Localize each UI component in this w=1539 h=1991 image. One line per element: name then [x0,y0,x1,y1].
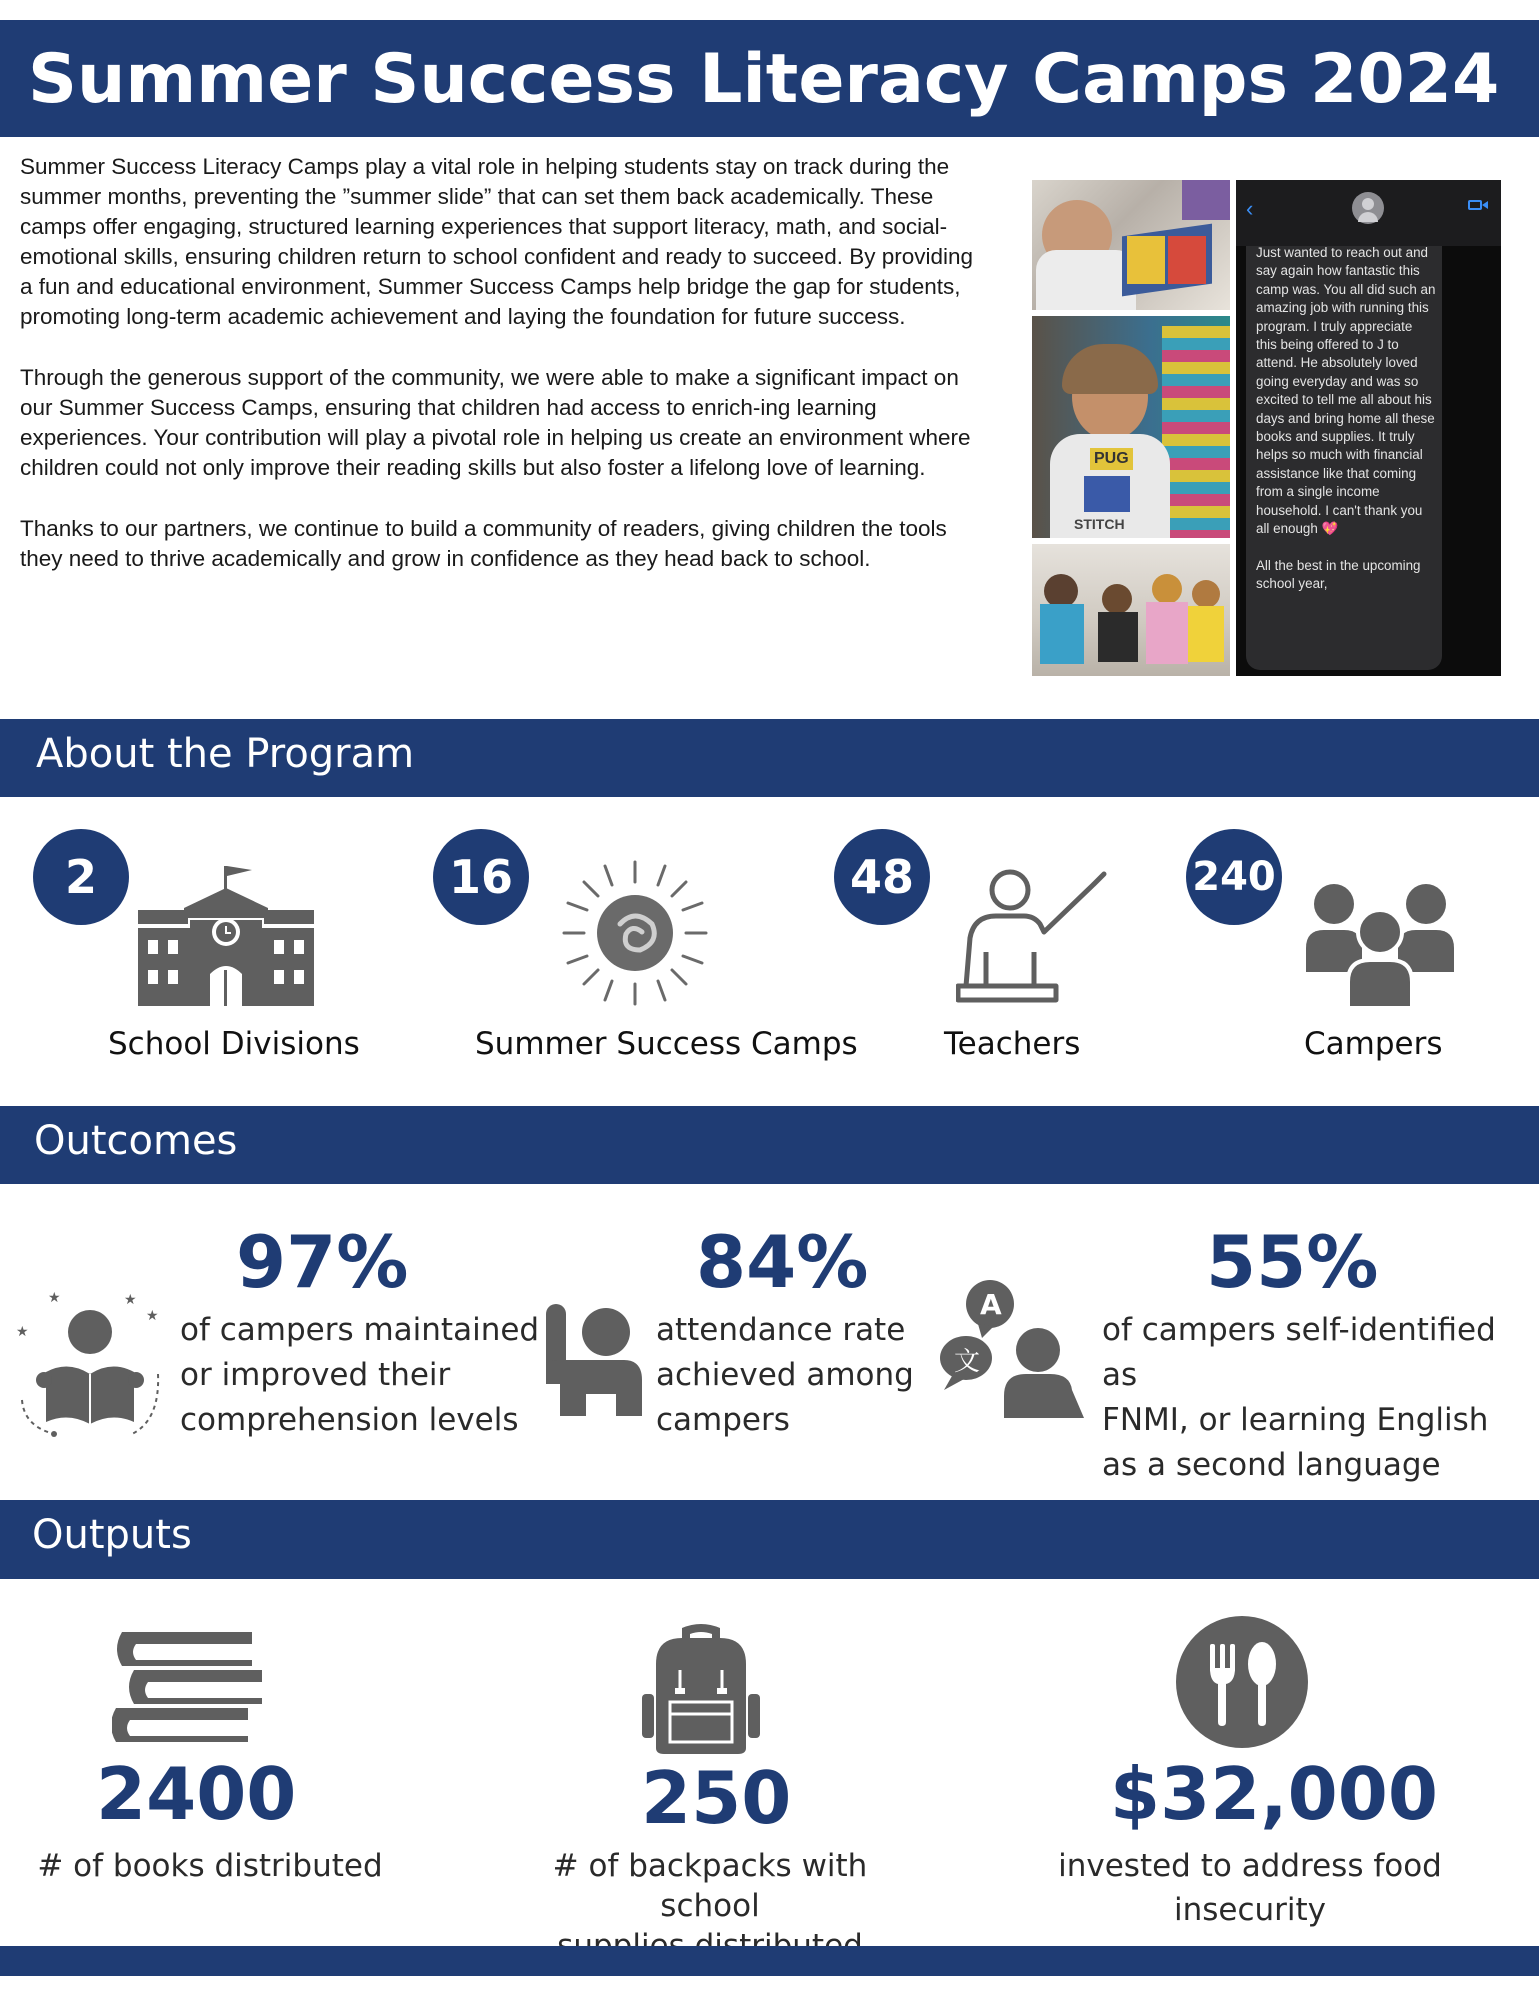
outcome-value: 84% [696,1220,869,1304]
fork-spoon-icon [1176,1616,1308,1748]
teacher-icon [956,866,1108,1008]
header-band [0,20,1539,137]
stat-number: 240 [1186,829,1282,925]
stat-label: School Divisions [108,1026,360,1062]
output-text [30,1846,390,1886]
backpack-icon [642,1624,760,1754]
language-icon [938,1278,1084,1418]
message-body: Just wanted to reach out and say again how fantastic this camp was. You all did such an amazing job with running this program. I truly appreciate this being offered to J to attend. He absolutely loved going everyday and was so excited to tell me all about his days and bring home all these books and supplies. It truly helps so much with financial assistance like that coming from a single income household. I can't thank you all enough 💖 [1256,245,1436,537]
intro-paragraph: Thanks to our partners, we continue to build a community of readers, giving children the tools they need to thrive academically and grow in confidence as they head back to school. [20,516,947,571]
output-value: 2400 [96,1752,297,1836]
svg-text:★: ★ [48,1290,61,1305]
output-text [1050,1844,1450,1932]
intro-paragraph: Summer Success Literacy Camps play a vital role in helping students stay on track during the summer months, preventing the ”summer slide” that can set them back academically. These camps offer engaging, structured learning experiences that support literacy, math, and social-emotional skills, ensuring children return to school confident and ready to succeed. By providing a fun and educational environment, Summer Success Camps help bridge the gap for students, promoting long-term academic achievement and laying the foundation for future success. [20,154,974,329]
section-title-outputs: Outputs [32,1512,192,1558]
outputs-band [0,1500,1539,1579]
back-chevron-icon[interactable]: ‹ [1246,196,1254,221]
outcome-line: of campers maintained [180,1312,540,1348]
shirt-text: STITCH [1074,516,1125,532]
video-call-icon[interactable] [1468,200,1482,210]
output-line: # of books distributed [37,1848,383,1884]
outcome-line: achieved among [656,1357,914,1393]
page-year: 2024 [1310,40,1500,119]
output-value: 250 [641,1756,792,1840]
outcome-text [1102,1308,1539,1488]
outcome-line: FNMI, or learning English [1102,1402,1489,1438]
school-icon [138,866,314,1006]
output-value: $32,000 [1110,1752,1438,1836]
stat-label: Campers [1304,1026,1443,1062]
shirt-text: PUG [1090,448,1133,470]
section-title-about: About the Program [36,731,415,777]
about-band [0,719,1539,797]
footer-band [0,1946,1539,1976]
stat-number: 48 [834,829,930,925]
outcome-text [180,1308,539,1443]
intro-paragraph: Through the generous support of the community, we were able to make a significant impact on our Summer Success Camps, ensuring that children had access to enrich-ing learning experiences. Your contribution will play a pivotal role in helping us create an environment where children could not only improve their reading skills but also foster a lifelong love of learning. [20,365,971,480]
outcome-line: or improved their [180,1357,451,1393]
outcome-text [656,1308,914,1443]
output-line: invested to address food [1058,1848,1442,1884]
svg-text:★: ★ [146,1307,159,1323]
intro-text [20,152,980,605]
photo-child-reading [1032,180,1230,310]
books-icon [112,1630,264,1742]
reading-child-icon [14,1290,166,1440]
svg-text:★: ★ [16,1323,29,1339]
outcome-line: attendance rate [656,1312,906,1348]
output-line: insecurity [1173,1892,1327,1928]
group-icon [1306,882,1454,1008]
svg-text:A: A [980,1288,1002,1321]
stat-label: Summer Success Camps [475,1026,858,1062]
phone-message-screenshot [1236,180,1501,676]
sun-icon [560,858,710,1008]
stat-number: 2 [33,829,129,925]
outcome-value: 97% [236,1220,409,1304]
stat-number: 16 [433,829,529,925]
stat-label: Teachers [944,1026,1081,1062]
message-text [1256,244,1436,611]
outcome-value: 55% [1206,1220,1379,1304]
outcome-line: campers [656,1402,790,1438]
outcome-line: comprehension levels [180,1402,519,1438]
svg-text:文: 文 [954,1347,981,1377]
outcome-line: as a second language [1102,1447,1441,1483]
message-signoff: All the best in the upcoming school year, [1256,557,1421,591]
outcomes-band [0,1106,1539,1184]
page-title: Summer Success Literacy Camps [28,40,1288,119]
section-title-outcomes: Outcomes [34,1118,238,1164]
svg-text:★: ★ [124,1291,137,1307]
outcome-line: of campers self-identified as [1102,1312,1496,1393]
photo-child-with-book [1032,316,1230,538]
contact-avatar-icon [1352,192,1384,224]
output-line: # of backpacks with school [552,1848,868,1924]
raised-hand-icon [546,1304,642,1416]
photo-kids-playing [1032,544,1230,676]
